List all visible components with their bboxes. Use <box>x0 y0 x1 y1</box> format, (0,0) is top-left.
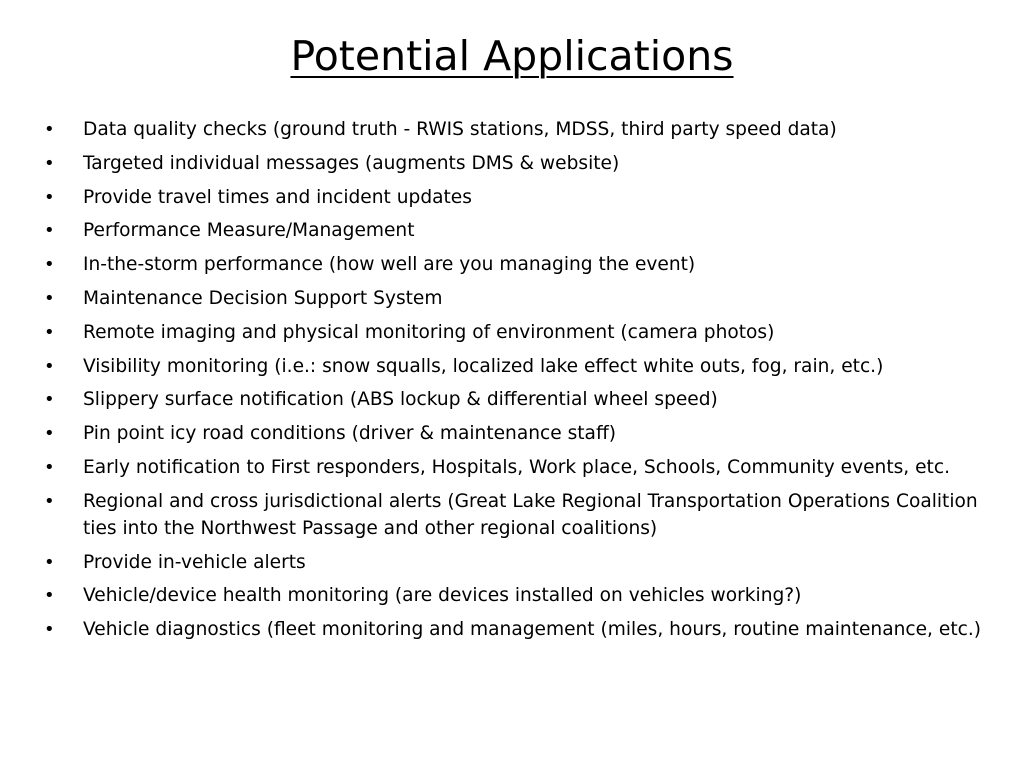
bullet-icon: • <box>44 321 55 343</box>
bullet-item <box>42 217 1008 244</box>
bullet-icon: • <box>44 619 55 641</box>
bullet-text: Vehicle diagnostics (fleet monitoring and management (miles, hours, routine maintenance, etc.) <box>83 619 981 641</box>
bullet-item <box>42 353 1008 380</box>
bullet-icon: • <box>44 186 55 208</box>
bullet-item <box>42 184 1008 211</box>
bullet-icon: • <box>44 490 55 512</box>
bullet-text: Slippery surface notification (ABS lockup & differential wheel speed) <box>83 389 718 411</box>
bullet-icon: • <box>44 389 55 411</box>
bullet-icon: • <box>44 423 55 445</box>
bullet-icon: • <box>44 254 55 276</box>
bullet-icon: • <box>44 456 55 478</box>
bullet-list <box>42 116 1008 650</box>
bullet-text: Visibility monitoring (i.e.: snow squalls, localized lake effect white outs, fog, rain, etc.) <box>83 355 884 377</box>
bullet-item <box>42 488 1008 542</box>
bullet-text: In-the-storm performance (how well are you managing the event) <box>83 254 696 276</box>
bullet-item <box>42 319 1008 346</box>
bullet-icon: • <box>44 119 55 140</box>
bullet-item <box>42 116 1008 143</box>
bullet-text: Early notification to First responders, Hospitals, Work place, Schools, Community events, etc. <box>83 456 950 478</box>
bullet-text: Pin point icy road conditions (driver & maintenance staff) <box>83 423 617 445</box>
bullet-icon: • <box>44 152 55 174</box>
bullet-text: Regional and cross jurisdictional alerts (Great Lake Regional Transportation Operations Coalition ties into the Northwest Passage and other regional coalitions) <box>83 490 978 539</box>
bullet-item <box>42 285 1008 312</box>
bullet-icon: • <box>44 287 55 309</box>
bullet-text: Provide in-vehicle alerts <box>83 551 306 573</box>
bullet-item <box>42 386 1008 413</box>
bullet-text: Performance Measure/Management <box>83 220 415 242</box>
bullet-item <box>42 549 1008 576</box>
bullet-item <box>42 454 1008 481</box>
bullet-text: Targeted individual messages (augments DMS & website) <box>83 152 620 174</box>
bullet-item <box>42 150 1008 177</box>
bullet-icon: • <box>44 220 55 242</box>
bullet-item <box>42 420 1008 447</box>
bullet-text: Data quality checks (ground truth - RWIS stations, MDSS, third party speed data) <box>83 119 837 140</box>
bullet-item <box>42 251 1008 278</box>
bullet-text: Provide travel times and incident updates <box>83 186 472 208</box>
bullet-text: Maintenance Decision Support System <box>83 287 443 309</box>
bullet-text: Remote imaging and physical monitoring of environment (camera photos) <box>83 321 775 343</box>
bullet-icon: • <box>44 551 55 573</box>
bullet-text: Vehicle/device health monitoring (are devices installed on vehicles working?) <box>83 585 802 607</box>
bullet-icon: • <box>44 585 55 607</box>
slide-title: Potential Applications <box>290 32 734 80</box>
bullet-icon: • <box>44 355 55 377</box>
bullet-item <box>42 582 1008 609</box>
bullet-item <box>42 616 1008 643</box>
